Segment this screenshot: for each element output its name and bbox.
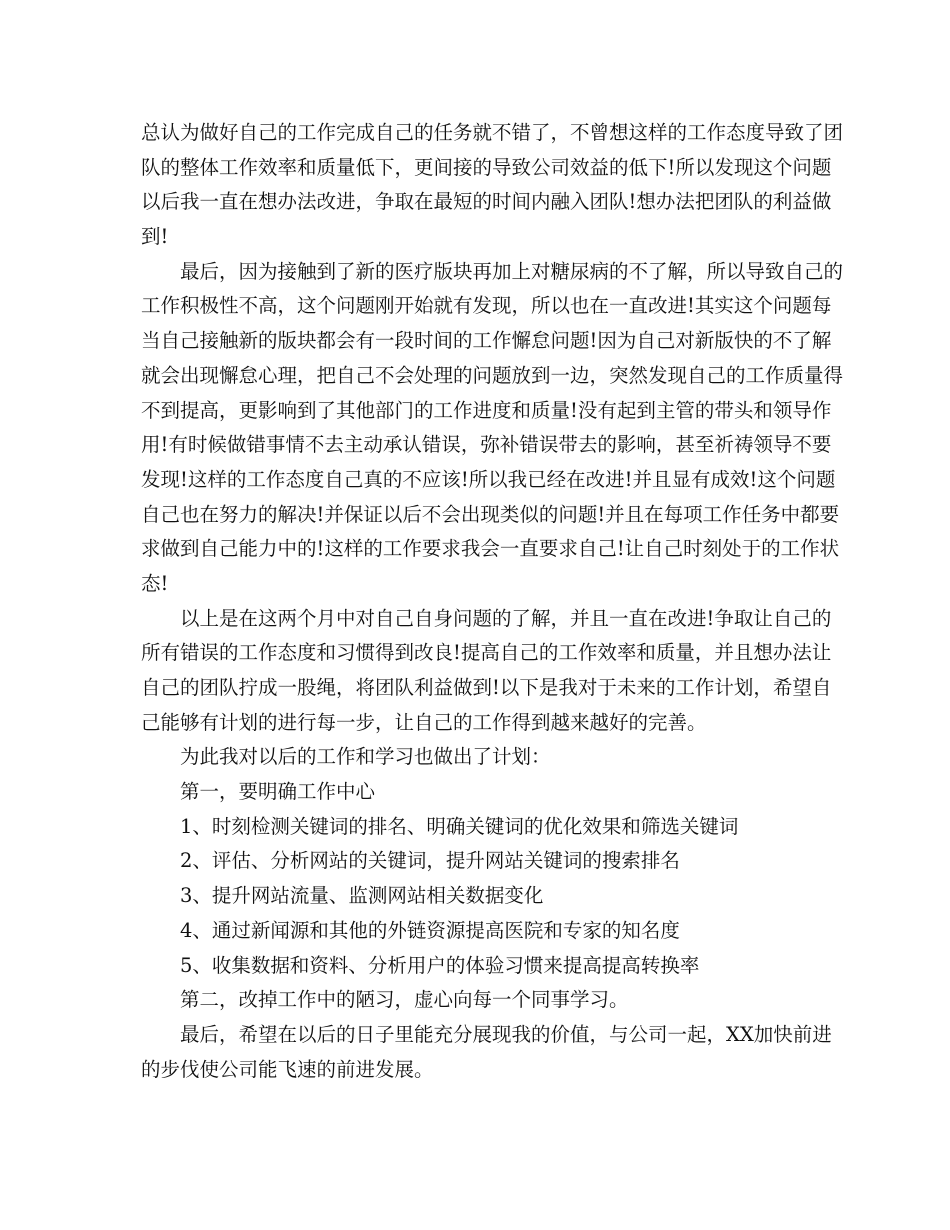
text-line: 当自己接触新的版块都会有一段时间的工作懈怠问题!因为自己对新版快的不了解 — [141, 329, 832, 353]
text-line: 3、提升网站流量、监测网站相关数据变化 — [180, 884, 544, 908]
text-line: 总认为做好自己的工作完成自己的任务就不错了，不曾想这样的工作态度导致了团 — [141, 121, 844, 144]
text-line: 5、收集数据和资料、分析用户的体验习惯来提高提高转换率 — [180, 953, 700, 977]
text-line: 态! — [141, 571, 169, 595]
text-line: 为此我对以后的工作和学习也做出了计划： — [180, 745, 551, 769]
text-line: 的步伐使公司能飞速的前进发展。 — [141, 1057, 434, 1081]
text-line: 工作积极性不高，这个问题刚开始就有发现，所以也在一直改进!其实这个问题每 — [141, 294, 832, 318]
text-line: 第二，改掉工作中的陋习，虚心向每一个同事学习。 — [180, 988, 629, 1012]
text-line: 以上是在这两个月中对自己自身问题的了解，并且一直在改进!争取让自己的 — [180, 606, 832, 630]
text-line: 2、评估、分析网站的关键词，提升网站关键词的搜索排名 — [180, 849, 680, 873]
text-line: 所有错误的工作态度和习惯得到改良!提高自己的工作效率和质量，并且想办法让 — [141, 641, 832, 665]
text-line: 第一，要明确工作中心 — [180, 780, 376, 804]
text-line: 用!有时候做错事情不去主动承认错误，弥补错误带去的影响，甚至祈祷领导不要 — [141, 433, 832, 457]
text-line: 自己也在努力的解决!并保证以后不会出现类似的问题!并且在每项工作任务中都要 — [141, 502, 840, 526]
text-line: 己能够有计划的进行每一步，让自己的工作得到越来越好的完善。 — [141, 710, 707, 734]
text-line: 发现!这样的工作态度自己真的不应该!所以我已经在改进!并且显有成效!这个问题 — [141, 467, 836, 491]
document-body — [141, 116, 844, 1087]
text-line: 最后，因为接触到了新的医疗版块再加上对糖尿病的不了解，所以导致自己的 — [180, 259, 844, 283]
text-line: 到! — [141, 225, 169, 249]
text-line: 队的整体工作效率和质量低下，更间接的导致公司效益的低下!所以发现这个问题 — [141, 155, 832, 179]
text-line: 不到提高，更影响到了其他部门的工作进度和质量!没有起到主管的带头和领导作 — [141, 398, 832, 422]
text-line: 1、时刻检测关键词的排名、明确关键词的优化效果和筛选关键词 — [180, 814, 739, 838]
text-line: 求做到自己能力中的!这样的工作要求我会一直要求自己!让自己时刻处于的工作状 — [141, 537, 840, 561]
text-line: 4、通过新闻源和其他的外链资源提高医院和专家的知名度 — [180, 918, 680, 942]
text-line: 就会出现懈怠心理，把自己不会处理的问题放到一边，突然发现自己的工作质量得 — [141, 363, 844, 387]
text-line: 自己的团队拧成一股绳，将团队利益做到!以下是我对于未来的工作计划，希望自 — [141, 676, 832, 699]
text-line: 最后，希望在以后的日子里能充分展现我的价值，与公司一起，XX加快前进 — [180, 1022, 832, 1046]
text-line: 以后我一直在想办法改进，争取在最短的时间内融入团队!想办法把团队的利益做 — [141, 190, 832, 214]
